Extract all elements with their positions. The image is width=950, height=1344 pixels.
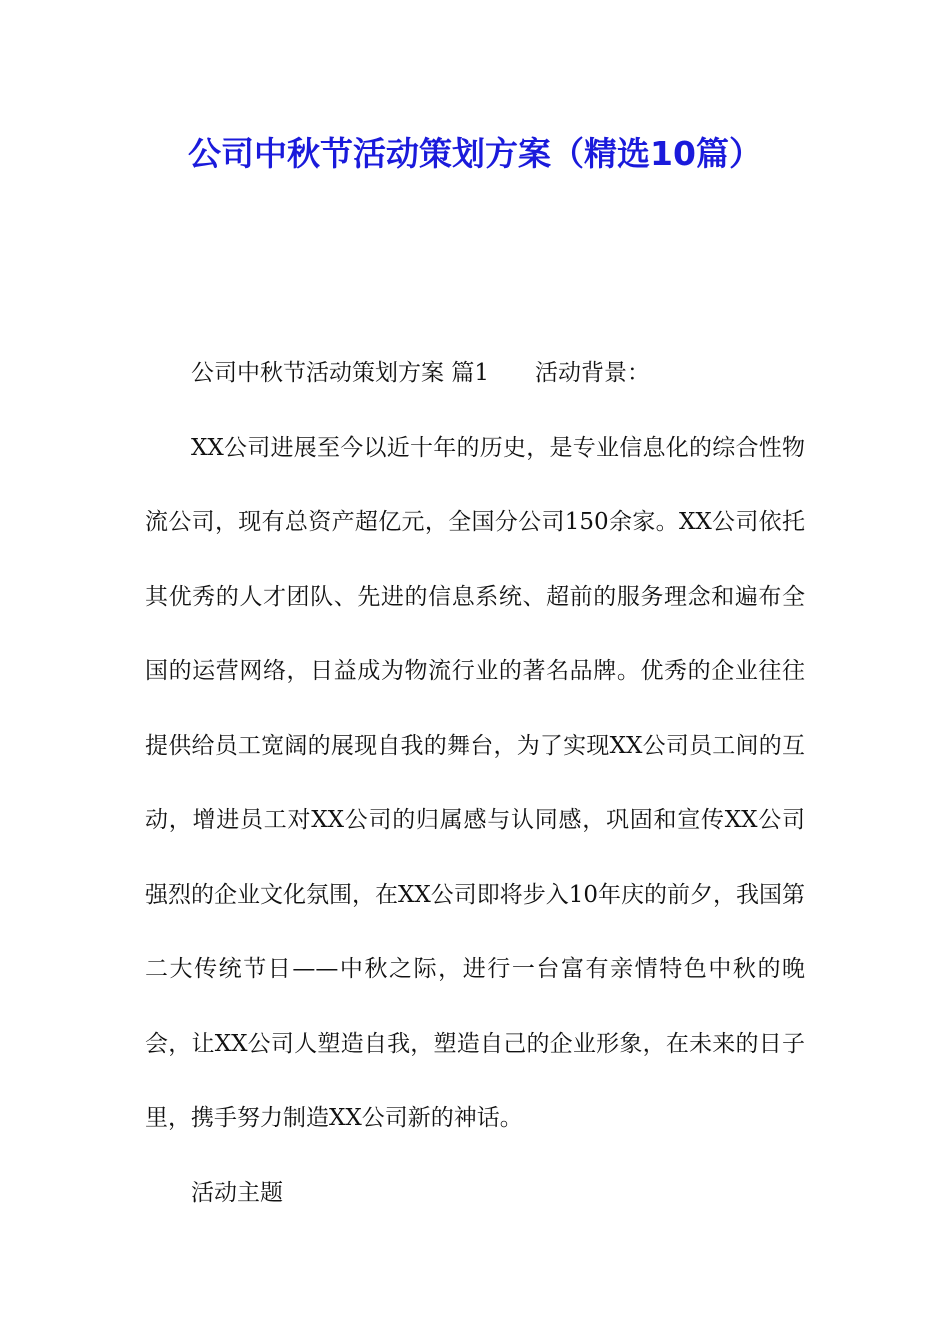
subheading-theme: 活动主题 [191,1179,283,1206]
subheading-background: 活动背景： [534,360,650,386]
paragraph-background: XX公司进展至今以近十年的历史，是专业信息化的综合性物流公司，现有总资产超亿元，全国分公司150余家。XX公司依托其优秀的人才团队、先进的信息系统、超前的服务理念和遍布全国的运营网络，日益成为物流行业的著名品牌。优秀的企业往往提供给员工宽阔的展现自我的舞台，为了实现XX公司员工间的互动，增进员工对XX公司的归属感与认同感，巩固和宣传XX公司强烈的企业文化氛围，在XX公司即将步入10年庆的前夕，我国第二大传统节日——中秋之际，进行一台富有亲情特色中秋的晚会，让XX公司人塑造自我，塑造自己的企业形象，在未来的日子里，携手努力制造XX公司新的神话。 [145,434,806,1131]
document-title: 公司中秋节活动策划方案（精选10篇） [188,134,762,173]
document-body [145,336,805,1230]
section-heading-line [145,336,805,411]
section-number: 篇1 [451,360,489,386]
section-heading: 公司中秋节活动策划方案 [191,360,444,386]
